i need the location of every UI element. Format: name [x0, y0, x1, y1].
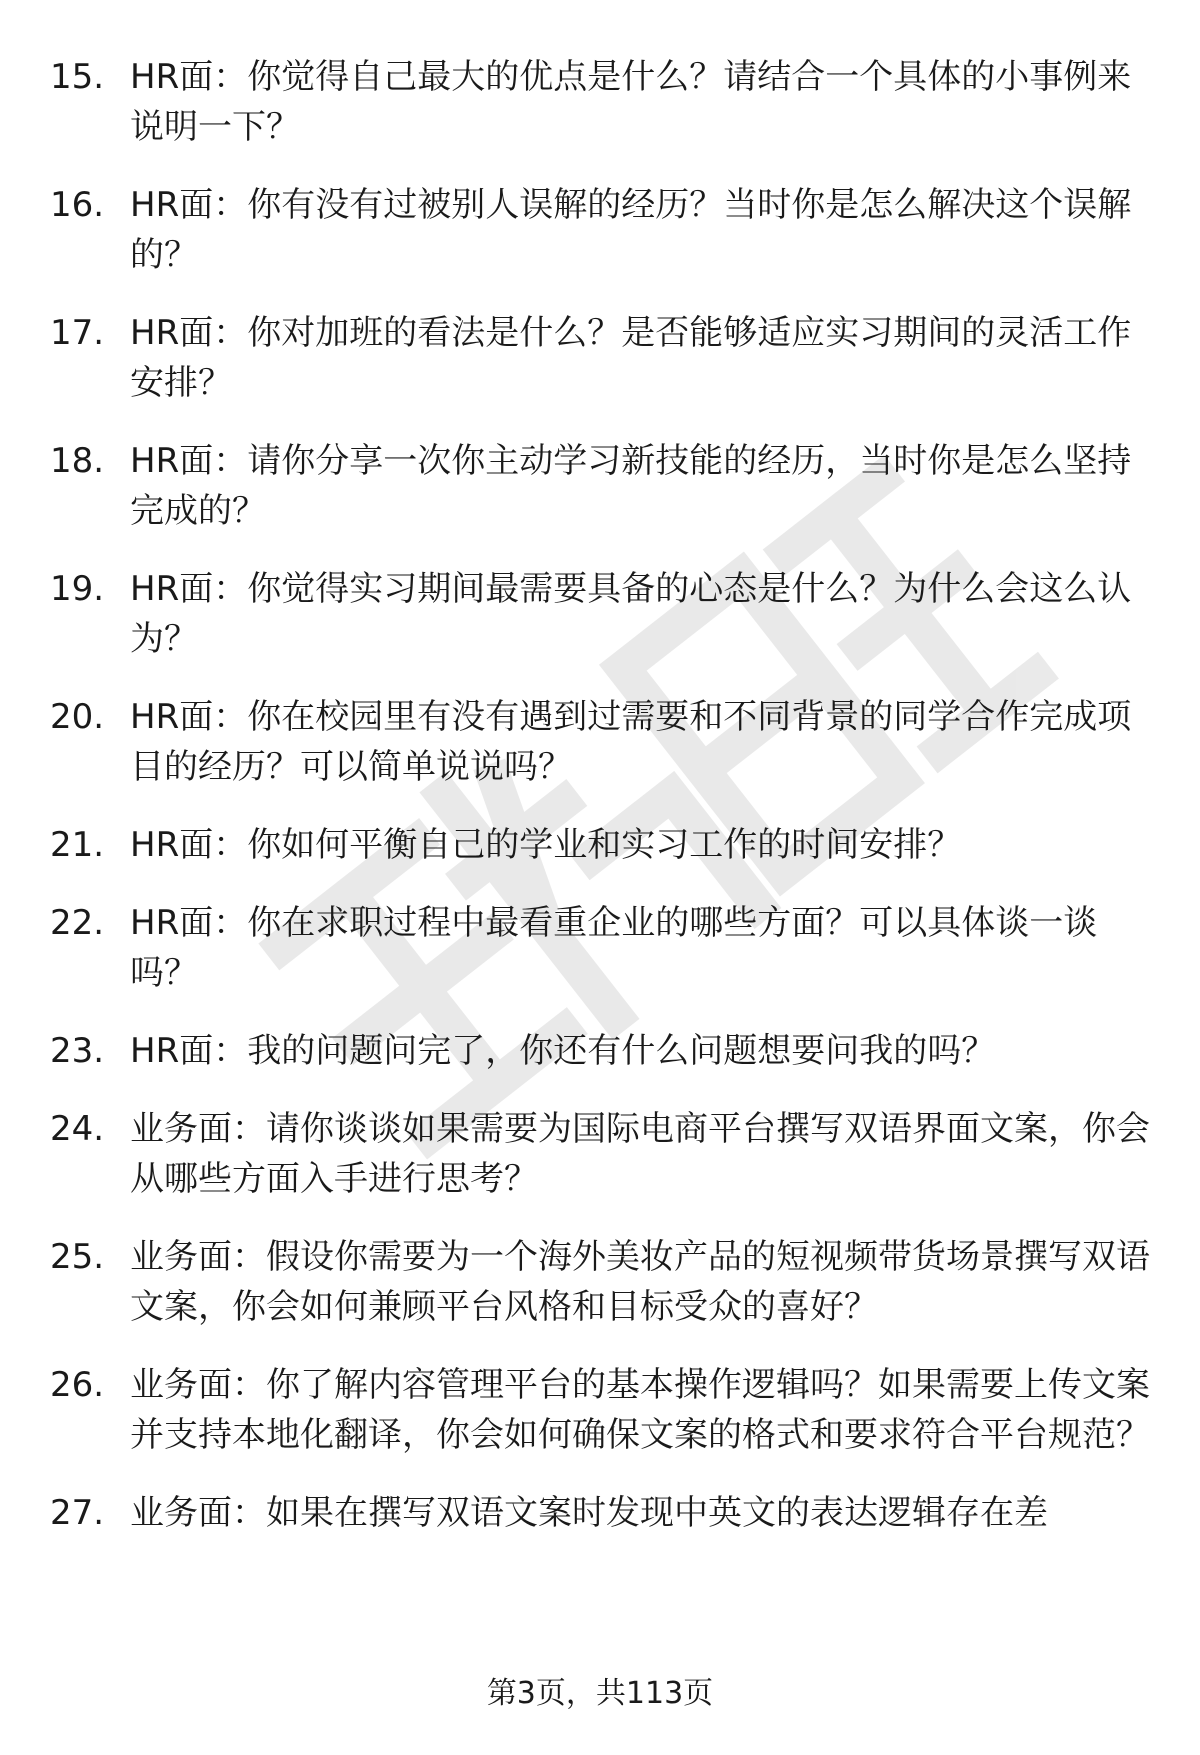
question-text: 业务面：请你谈谈如果需要为国际电商平台撰写双语界面文案，你会从哪些方面入手进行思考？ — [130, 1109, 1150, 1199]
question-item — [50, 1232, 1160, 1332]
question-number: 15. — [50, 57, 105, 97]
question-text: HR面：你对加班的看法是什么？是否能够适应实习期间的灵活工作安排？ — [130, 313, 1132, 403]
question-number: 17. — [50, 313, 105, 353]
question-item — [50, 1360, 1160, 1460]
question-text: HR面：你如何平衡自己的学业和实习工作的时间安排？ — [130, 825, 962, 865]
question-item — [50, 564, 1160, 664]
question-item — [50, 436, 1160, 536]
question-text: 业务面：你了解内容管理平台的基本操作逻辑吗？如果需要上传文案并支持本地化翻译，你会如何确保文案的格式和要求符合平台规范？ — [130, 1365, 1150, 1455]
question-text: HR面：你有没有过被别人误解的经历？当时你是怎么解决这个误解的？ — [130, 185, 1132, 275]
question-text: HR面：我的问题问完了，你还有什么问题想要问我的吗？ — [130, 1031, 996, 1071]
question-number: 18. — [50, 441, 105, 481]
question-item — [50, 180, 1160, 280]
question-item — [50, 1488, 1160, 1538]
question-text: 业务面：假设你需要为一个海外美妆产品的短视频带货场景撰写双语文案，你会如何兼顾平台风格和目标受众的喜好？ — [130, 1237, 1150, 1327]
question-number: 26. — [50, 1365, 105, 1405]
question-number: 27. — [50, 1493, 105, 1533]
question-number: 19. — [50, 569, 105, 609]
question-item — [50, 898, 1160, 998]
question-item — [50, 1026, 1160, 1076]
question-item — [50, 820, 1160, 870]
question-number: 16. — [50, 185, 105, 225]
question-list — [50, 52, 1160, 1566]
question-item — [50, 52, 1160, 152]
question-number: 24. — [50, 1109, 105, 1149]
question-item — [50, 308, 1160, 408]
question-text: HR面：你觉得实习期间最需要具备的心态是什么？为什么会这么认为？ — [130, 569, 1132, 659]
question-text: HR面：你觉得自己最大的优点是什么？请结合一个具体的小事例来说明一下？ — [130, 57, 1132, 147]
question-text: HR面：你在校园里有没有遇到过需要和不同背景的同学合作完成项目的经历？可以简单说说吗？ — [130, 697, 1132, 787]
question-number: 23. — [50, 1031, 105, 1071]
question-text: HR面：请你分享一次你主动学习新技能的经历，当时你是怎么坚持完成的？ — [130, 441, 1132, 531]
question-item — [50, 1104, 1160, 1204]
question-number: 22. — [50, 903, 105, 943]
question-text: 业务面：如果在撰写双语文案时发现中英文的表达逻辑存在差 — [130, 1493, 1048, 1533]
question-item — [50, 692, 1160, 792]
page-footer: 第3页，共113页 — [486, 1676, 714, 1711]
question-number: 20. — [50, 697, 105, 737]
question-number: 21. — [50, 825, 105, 865]
question-text: HR面：你在求职过程中最看重企业的哪些方面？可以具体谈一谈吗？ — [130, 903, 1098, 993]
question-number: 25. — [50, 1237, 105, 1277]
